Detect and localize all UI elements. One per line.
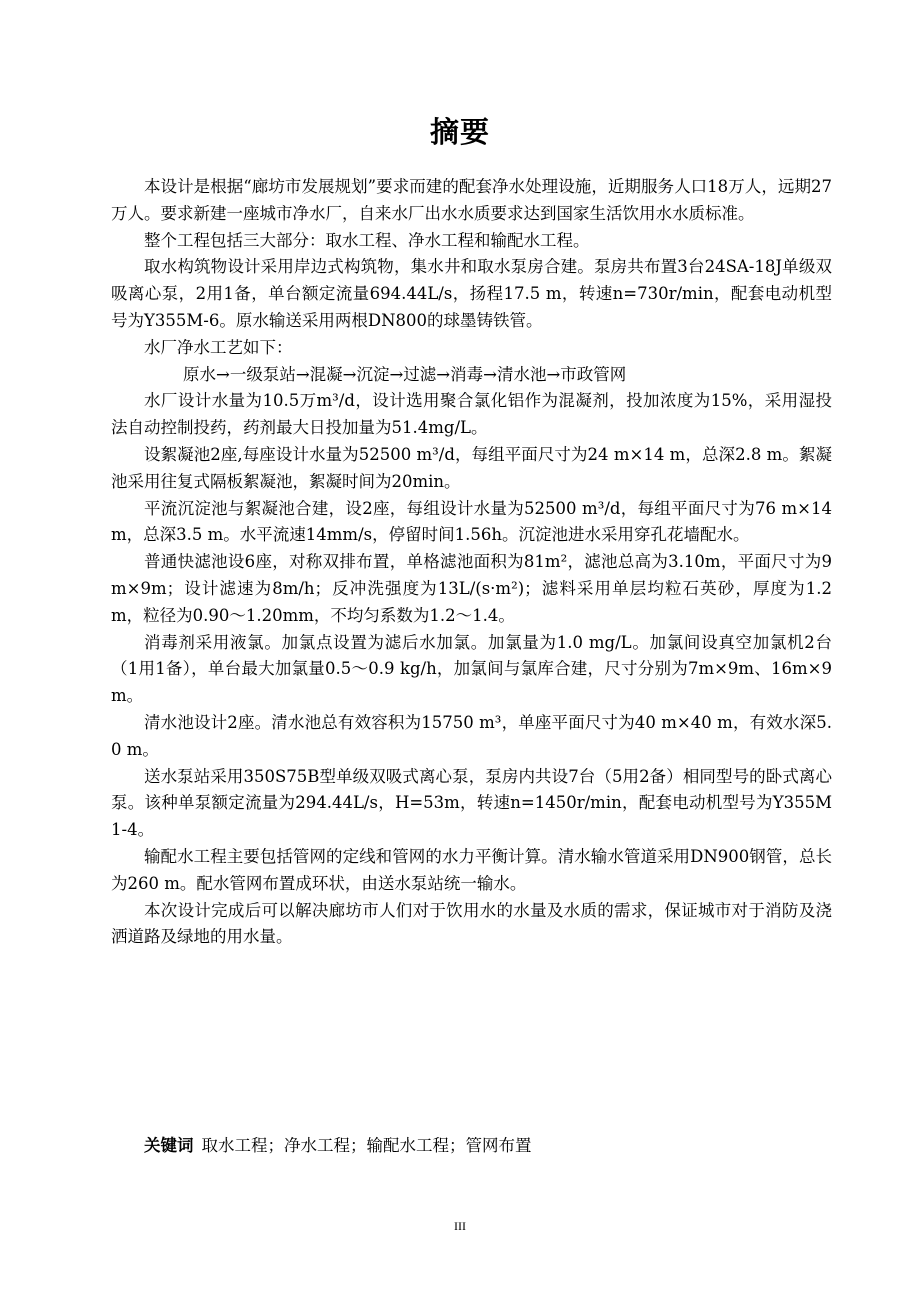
paragraph-distribution: 输配水工程主要包括管网的定线和管网的水力平衡计算。清水输水管道采用DN900钢管，总长为260 m。配水管网布置成环状，由送水泵站统一输水。 — [111, 846, 832, 893]
abstract-body — [111, 174, 832, 951]
page-number: III — [454, 1219, 466, 1233]
paragraph-flocculation: 设絮凝池2座,每座设计水量为52500 m³/d，每组平面尺寸为24 m×14 m，总深2.8 m。絮凝池采用往复式隔板絮凝池，絮凝时间为20min。 — [111, 444, 832, 491]
paragraph-intro: 本设计是根据“廊坊市发展规划”要求而建的配套净水处理设施，近期服务人口18万人，远期27万人。要求新建一座城市净水厂，自来水厂出水水质要求达到国家生活饮用水水质标准。 — [111, 177, 832, 223]
keywords-line — [144, 1133, 532, 1159]
paragraph-process-heading: 水厂净水工艺如下： — [144, 337, 293, 357]
paragraph-pump-station: 送水泵站采用350S75B型单级双吸式离心泵，泵房内共设7台（5用2备）相同型号的卧式离心泵。该种单泵额定流量为294.44L/s，H=53m，转速n=1450r/min，配套电动机型号为Y355M1-4。 — [111, 766, 832, 840]
page-title: 摘要 — [429, 115, 490, 149]
paragraph-clearwell: 清水池设计2座。清水池总有效容积为15750 m³，单座平面尺寸为40 m×40 m，有效水深5.0 m。 — [111, 712, 832, 759]
paragraph-design-flow: 水厂设计水量为10.5万m³/d，设计选用聚合氯化铝作为混凝剂，投加浓度为15%，采用湿投法自动控制投药，药剂最大日投加量为51.4mg/L。 — [111, 391, 832, 438]
paragraph-intake: 取水构筑物设计采用岸边式构筑物，集水井和取水泵房合建。泵房共布置3台24SA-18J单级双吸离心泵，2用1备，单台额定流量694.44L/s，扬程17.5 m，转速n=730r/min，配套电动机型号为Y355M-6。原水输送采用两根DN800的球墨铸铁管。 — [111, 257, 832, 330]
paragraph-filtration: 普通快滤池设6座，对称双排布置，单格滤池面积为81m²，滤池总高为3.10m，平面尺寸为9m×9m；设计滤速为8m/h；反冲洗强度为13L/(s·m²)；滤料采用单层均粒石英砂，厚度为1.2 m，粒径为0.90～1.20mm，不均匀系数为1.2～1.4。 — [111, 552, 832, 625]
keywords-text: 取水工程；净水工程；输配水工程；管网布置 — [201, 1136, 532, 1155]
paragraph-disinfection: 消毒剂采用液氯。加氯点设置为滤后水加氯。加氯量为1.0 mg/L。加氯间设真空加氯机2台（1用1备），单台最大加氯量0.5～0.9 kg/h，加氯间与氯库合建，尺寸分别为7m×9m、16m×9m。 — [111, 632, 832, 706]
keywords-label: 关键词 — [144, 1136, 194, 1155]
process-flow: 原水→一级泵站→混凝→沉淀→过滤→消毒→清水池→市政管网 — [183, 364, 627, 384]
paragraph-scope: 整个工程包括三大部分：取水工程、净水工程和输配水工程。 — [144, 230, 590, 250]
paragraph-sedimentation: 平流沉淀池与絮凝池合建，设2座，每组设计水量为52500 m³/d，每组平面尺寸为76 m×14 m，总深3.5 m。水平流速14mm/s，停留时间1.56h。沉淀池进水采用穿孔花墙配水。 — [111, 498, 832, 545]
paragraph-conclusion: 本次设计完成后可以解决廊坊市人们对于饮用水的水量及水质的需求，保证城市对于消防及浇洒道路及绿地的用水量。 — [111, 900, 832, 947]
